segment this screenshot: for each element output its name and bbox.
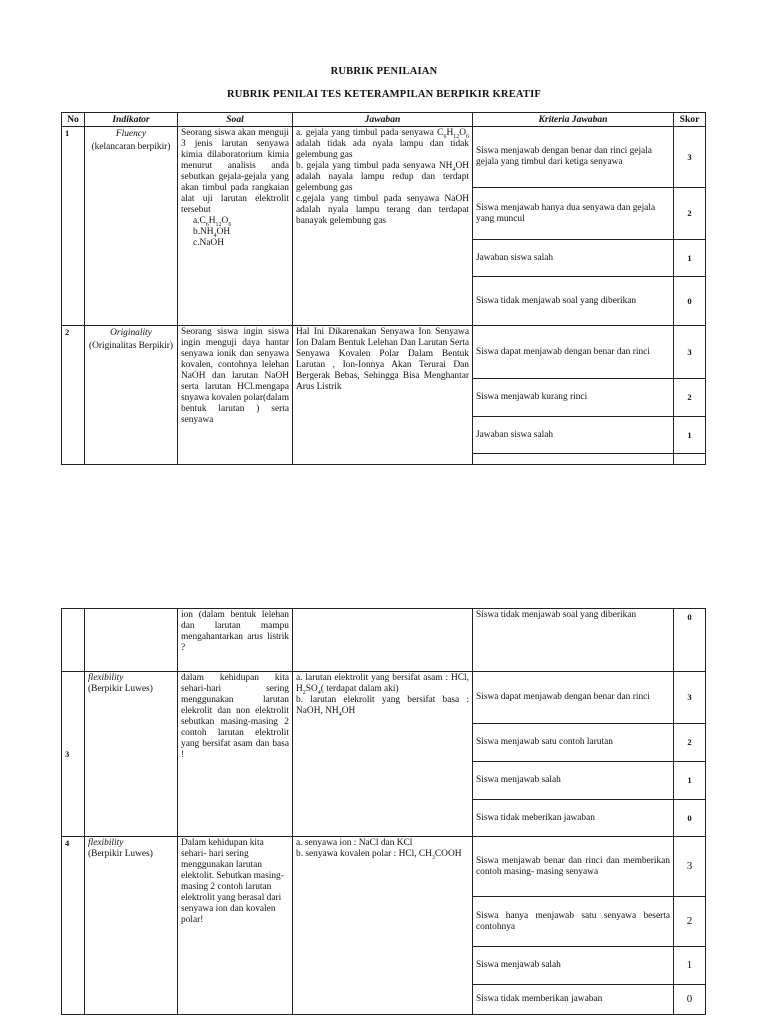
criteria-text: Siswa menjawab kurang rinci (473, 379, 674, 417)
indicator-description: (Originalitas Berpikir) (88, 341, 174, 351)
empty-criteria-cell (473, 454, 674, 465)
score-value: 0 (674, 277, 706, 326)
score-value: 3 (674, 127, 706, 188)
question-cell (178, 127, 293, 326)
empty-answer-cell (293, 609, 473, 672)
indicator-name: Fluency (115, 129, 147, 139)
criteria-text: Siswa tidak menjawab soal yang diberikan (473, 609, 674, 672)
question-cell: ion (dalam bentuk lelehan dan larutan mampu mengahantarkan arus listrik ? (178, 609, 293, 672)
answer-cell (293, 837, 473, 1015)
answer-b: b. senyawa kovalen polar : HCl, $CH_3COOH$ (296, 849, 462, 861)
indicator-name: flexibility (88, 673, 124, 683)
header-soal: Soal (178, 113, 293, 127)
score-value: 3 (674, 672, 706, 724)
table-row (62, 326, 706, 379)
answer-c: c.gejala yang timbul pada senyawa NaOH adalah nyala lampu terang dan terdapat banayak gelembung gas (296, 194, 469, 226)
empty-indicator-cell (85, 609, 178, 672)
answer-cell (293, 672, 473, 837)
criteria-text: Siswa dapat menjawab dengan benar dan rinci (473, 326, 674, 379)
question-cell: Dalam kehidupan kita sehari- hari sering menggunakan larutan elektolit. Sebutkan masing-masing 2 contoh larutan elektrolit yang berasal dari senyawa ion dan kovalen polar! (178, 837, 293, 1015)
indicator-cell (85, 326, 178, 465)
indicator-description: (kelancaran berpikir) (91, 142, 171, 152)
criteria-text: Siswa menjawab salah (473, 762, 674, 800)
answer-cell (293, 127, 473, 326)
rubric-table-page1 (61, 112, 706, 465)
answer-b: b. gejala yang timbul pada senyawa $NH_4OH$ adalah nayala lampu redup dan terdapt gelembung gas (296, 161, 469, 193)
indicator-description: (Berpikir Luwes) (88, 849, 153, 859)
header-kriteria: Kriteria Jawaban (473, 113, 674, 127)
criteria-text: Jawaban siswa salah (473, 240, 674, 277)
table-row (62, 609, 706, 672)
score-value: 1 (674, 762, 706, 800)
criteria-text: Siswa hanya menjawab satu senyawa beserta contohnya (473, 897, 674, 947)
criteria-text: Siswa menjawab benar dan rinci dan memberikan contoh masing- masing senyawa (473, 837, 674, 897)
item-number: 4 (62, 837, 85, 1015)
score-value: 0 (674, 609, 706, 672)
answer-b: b. larutan elekrolit yang bersifat basa : NaOH, $NH_4OH$ (296, 695, 469, 718)
question-cell: dalam kehidupan kita sehari-hari sering menggunakan larutan elekrolit dan non elektrolit sebutkan masing-masing 2 contoh larutan elektrolit yang bersifat asam dan basa ! (178, 672, 293, 837)
table-row (62, 672, 706, 724)
criteria-text: Siswa dapat menjawab dengan benar dan rinci (473, 672, 674, 724)
criteria-text: Siswa tidak menjawab soal yang diberikan (473, 277, 674, 326)
rubric-subtitle: RUBRIK PENILAI TES KETERAMPILAN BERPIKIR KREATIF (226, 89, 542, 100)
criteria-text: Siswa menjawab dengan benar dan rinci gejala gejala yang timbul dari ketiga senyawa (473, 127, 674, 188)
score-value: 2 (674, 724, 706, 762)
answer-cell: Hal Ini Dikarenakan Senyawa Ion Senyawa Ion Dalam Bentuk Lelehan Dan Larutan Serta Senyawa Kovalen Polar Dalam Bentuk Larutan , Ion-Ionnya Akan Terurai Dan Bergerak Bebas, Sehingga Bisa Menghantar Arus Listrik (293, 326, 473, 465)
table-header-row (62, 113, 706, 127)
question-cell: Seorang siswa ingin siswa ingin menguji daya hantar senyawa ionik dan senyawa kovalen, contohnya lelehan NaOH dan larutan NaOH serta larutan HCl.mengapa snyawa kovalen polar(dalam bentuk larutan ) serta senyawa (178, 326, 293, 465)
header-no: No (62, 113, 85, 127)
table-row (62, 837, 706, 897)
question-option-a: $a.C_6H_{12}O_6$ (193, 216, 232, 228)
item-number: 1 (62, 127, 85, 326)
score-value: 2 (674, 897, 706, 947)
item-number: 3 (62, 672, 85, 837)
indicator-cell (85, 837, 178, 1015)
header-jawaban: Jawaban (293, 113, 473, 127)
rubric-table-page2 (61, 608, 706, 1015)
header-indikator: Indikator (85, 113, 178, 127)
table-row (62, 127, 706, 188)
score-value: 0 (674, 985, 706, 1015)
indicator-name: flexibility (88, 838, 124, 848)
criteria-text: Siswa tidak memberikan jawaban (473, 985, 674, 1015)
score-value: 3 (674, 837, 706, 897)
answer-a: a. larutan elektrolit yang bersifat asam : HCl, $H_2SO_4$( terdapat dalam aki) (296, 673, 469, 696)
score-value: 1 (674, 947, 706, 985)
criteria-text: Siswa menjawab hanya dua senyawa dan gejala yang muncul (473, 188, 674, 240)
indicator-description: (Berpikir Luwes) (88, 684, 153, 694)
score-value: 3 (674, 326, 706, 379)
indicator-name: Originality (110, 328, 152, 338)
question-text: Seorang siswa akan menguji 3 jenis larutan senyawa kimia dilaboratorium kimia menurut analisis anda sebutkan gejala-gejala yang akan timbul pada rangkaian alat uji larutan elektrolit tersebut (181, 128, 289, 215)
item-number: 2 (62, 326, 85, 465)
empty-number-cell (62, 609, 85, 672)
score-value: 1 (674, 240, 706, 277)
score-value: 1 (674, 417, 706, 454)
empty-score-cell (674, 454, 706, 465)
indicator-cell (85, 672, 178, 837)
answer-a: a. gejala yang timbul pada senyawa $C_6H_{12}O_6$ adalah tidak ada nyala lampu dan tidak gelembung gas (296, 128, 469, 160)
criteria-text: Jawaban siswa salah (473, 417, 674, 454)
criteria-text: Siswa tidak meberikan jawaban (473, 800, 674, 837)
score-value: 2 (674, 379, 706, 417)
criteria-text: Siswa menjawab salah (473, 947, 674, 985)
score-value: 2 (674, 188, 706, 240)
criteria-text: Siswa menjawab satu contoh larutan (473, 724, 674, 762)
rubric-title: RUBRIK PENILAIAN (330, 66, 438, 77)
question-option-c: c.NaOH (193, 238, 224, 248)
score-value: 0 (674, 800, 706, 837)
header-skor: Skor (674, 113, 706, 127)
question-option-b: $b.NH_4OH$ (193, 227, 231, 239)
answer-a: a. senyawa ion : NaCl dan KCl (296, 838, 413, 848)
indicator-cell (85, 127, 178, 326)
